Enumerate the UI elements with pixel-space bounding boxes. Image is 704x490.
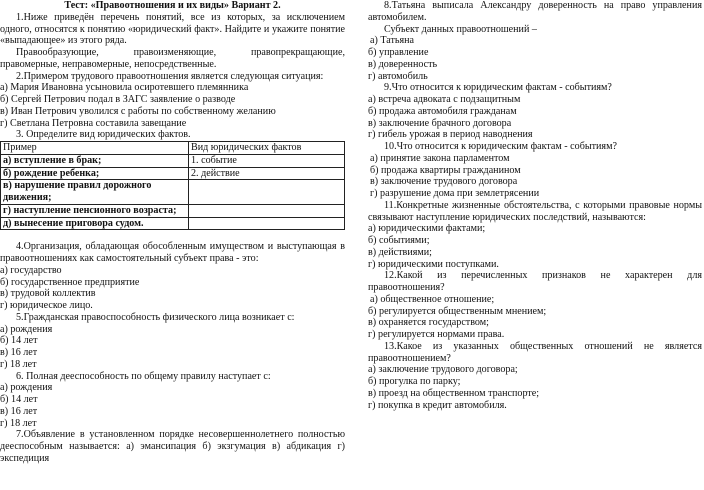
question-8-option: в) доверенность: [368, 58, 438, 70]
question-5-text: 5.Гражданская правоспособность физического лица возникает с:: [16, 311, 295, 323]
question-8-option: а) Татьяна: [370, 35, 415, 47]
question-1-terms-line2: правомерные, неправомерные, непосредственные.: [0, 58, 217, 70]
question-8-option: г) автомобиль: [368, 70, 428, 82]
question-13-option: а) заключение трудового договора;: [368, 364, 518, 376]
question-13-option: б) прогулка по парку;: [368, 376, 461, 387]
table-cell-kind: [189, 204, 345, 217]
question-8-text: 8.Татьяна выписала Александру доверенность на право управления автомобилем.: [368, 0, 702, 23]
question-13-option: в) проезд на общественном транспорте;: [368, 387, 540, 399]
question-10-option: в) заключение трудового договора: [370, 176, 518, 188]
question-6-text: 6. Полная дееспособность по общему правилу наступает с:: [16, 370, 271, 382]
table-cell-kind: [189, 180, 345, 205]
question-11-option: б) событиями;: [368, 235, 430, 246]
table-row: [1, 217, 345, 230]
question-9-option: в) заключение брачного договора: [368, 117, 512, 129]
table-cell-example: д) вынесение приговора судом.: [1, 217, 189, 230]
table-row: [1, 180, 345, 205]
question-11-option: а) юридическими фактами;: [368, 223, 486, 235]
question-4-option: г) юридическое лицо.: [0, 300, 93, 311]
question-8-option: б) управление: [368, 47, 429, 58]
question-5-option: г) 18 лет: [0, 358, 37, 370]
question-1-text: 1.Ниже приведён перечень понятий, все из которых, за исключением одного, относятся к понятию «юридический факт». Найдите и укажите понятие «выпадающее» из этого ряда.: [0, 11, 345, 47]
question-9-option: г) гибель урожая в период наводнения: [368, 129, 533, 141]
question-9-option: а) встреча адвоката с подзащитным: [368, 94, 521, 105]
table-row: [1, 154, 345, 167]
question-12-option: г) регулируется нормами права.: [368, 329, 505, 340]
table-cell-example: в) нарушение правил дорожного движения;: [1, 180, 189, 205]
question-6-option: в) 16 лет: [0, 405, 38, 417]
question-6-option: а) рождения: [0, 382, 53, 394]
question-4-option: а) государство: [0, 264, 62, 276]
question-2-option: б) Сергей Петрович подал в ЗАГС заявление о разводе: [0, 94, 236, 105]
question-6-option: б) 14 лет: [0, 394, 38, 405]
question-11-option: в) действиями;: [368, 246, 432, 258]
spacer: [0, 230, 345, 241]
question-12-option: б) регулируется общественным мнением;: [368, 305, 547, 317]
question-6-option: г) 18 лет: [0, 417, 37, 429]
question-11-option: г) юридическими поступками.: [368, 258, 499, 270]
question-1-terms: [0, 47, 345, 59]
table-cell-example: а) вступление в брак;: [1, 154, 189, 167]
question-2-option: в) Иван Петрович уволился с работы по собственному желанию: [0, 105, 276, 117]
question-5-option: а) рождения: [0, 323, 53, 335]
right-column: [368, 0, 702, 411]
question-5-option: в) 16 лет: [0, 347, 38, 358]
table-row: [1, 204, 345, 217]
table-cell-kind: 2. действие: [189, 167, 345, 180]
question-8-subtitle: Субъект данных правоотношений –: [384, 23, 537, 35]
left-column: [0, 0, 345, 465]
table-cell-kind: [189, 217, 345, 230]
table-cell-kind: 1. событие: [189, 154, 345, 167]
question-2-option: а) Мария Ивановна усыновила осиротевшего племянника: [0, 82, 249, 94]
question-2-text: 2.Примером трудового правоотношения является следующая ситуация:: [16, 70, 324, 82]
question-13-text: 13.Какое из указанных общественных отношений не является правоотношением?: [368, 340, 702, 364]
question-10-option: г) разрушение дома при землетрясении: [370, 188, 540, 199]
table-header-kind: Вид юридических фактов: [189, 142, 345, 155]
table-row: [1, 167, 345, 180]
question-2-option: г) Светлана Петровна составила завещание: [0, 117, 187, 129]
question-9-option: б) продажа автомобиля гражданам: [368, 105, 517, 117]
question-4-option: в) трудовой коллектив: [0, 288, 96, 300]
question-7-text: 7.Объявление в установленном порядке несовершеннолетнего полностью дееспособным называется: а) эмансипация б) экзгумация в) абдикация г) экспедиция: [0, 429, 345, 464]
test-title: Тест: «Правоотношения и их виды» Вариант 2.: [64, 0, 281, 11]
question-12-option: в) охраняется государством;: [368, 317, 489, 329]
question-11-text: 11.Конкретные жизненные обстоятельства, с которыми правовые нормы связывают наступление юридических последствий, называются:: [368, 199, 702, 223]
table-header-row: [1, 142, 345, 155]
question-4-option: б) государственное предприятие: [0, 276, 140, 288]
question-1-term: правопрекращающие,: [250, 47, 345, 58]
question-1-term: правоизменяющие,: [133, 47, 217, 58]
table-header-example: Пример: [1, 142, 189, 155]
question-5-option: б) 14 лет: [0, 335, 38, 347]
question-4-text: 4.Организация, обладающая обособленным имуществом и выступающая в правоотношениях как самостоятельный субъект права - это:: [0, 241, 345, 264]
table-cell-example: б) рождение ребенка;: [1, 167, 189, 180]
question-3-text: 3. Определите вид юридических фактов.: [16, 129, 191, 141]
question-13-option: г) покупка в кредит автомобиля.: [368, 399, 507, 411]
question-9-text: 9.Что относится к юридическим фактам - событиям?: [384, 82, 612, 94]
question-10-option: б) продажа квартиры гражданином: [370, 164, 521, 176]
question-1-term: Правообразующие,: [16, 47, 99, 58]
question-10-option: а) принятие закона парламентом: [370, 152, 510, 164]
question-12-text: 12.Какой из перечисленных признаков не характерен для правоотношения?: [368, 270, 702, 293]
question-12-option: а) общественное отношение;: [370, 293, 495, 305]
fact-type-table: [0, 141, 345, 230]
table-cell-example: г) наступление пенсионного возраста;: [1, 204, 189, 217]
question-10-text: 10.Что относится к юридическим фактам - событиям?: [384, 141, 617, 152]
